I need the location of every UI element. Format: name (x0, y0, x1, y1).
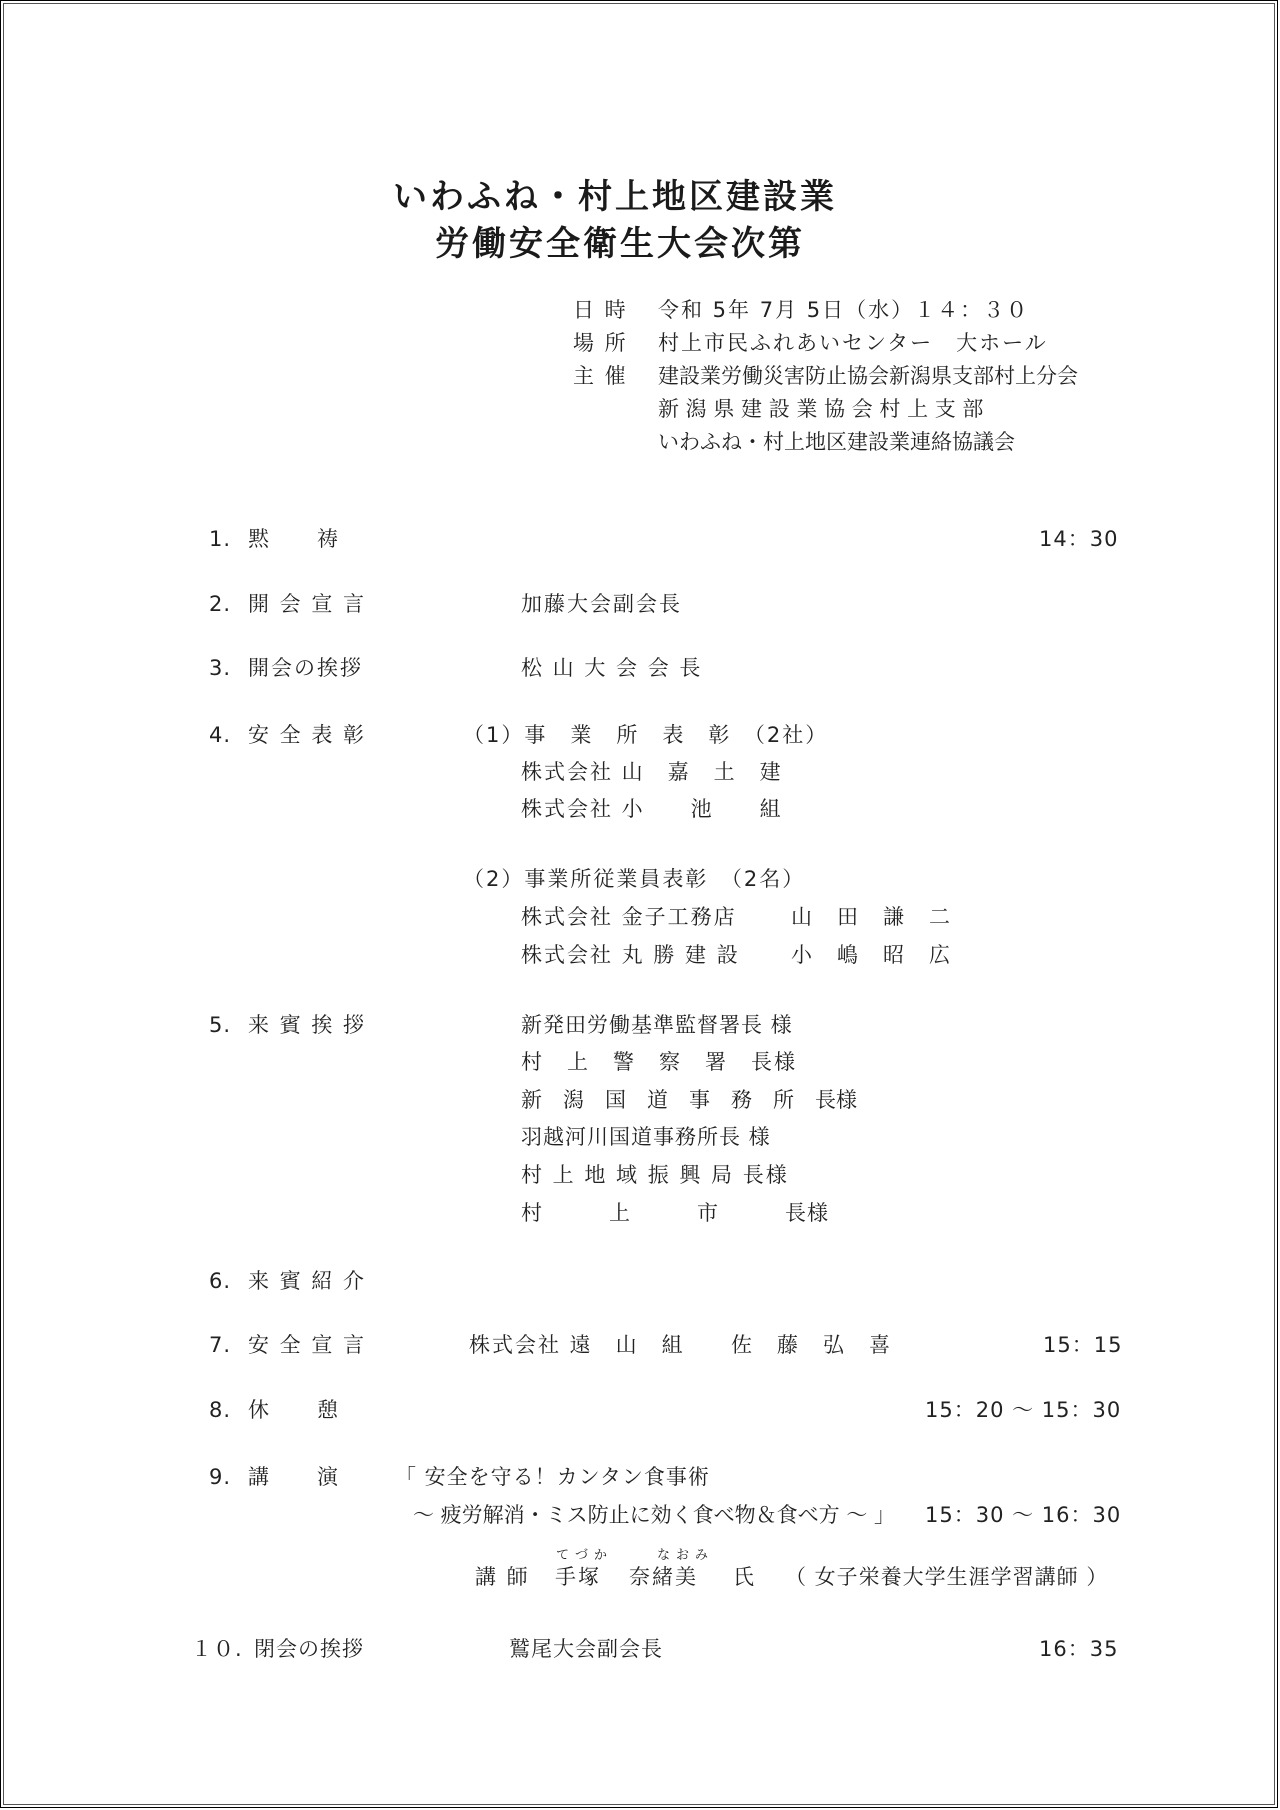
item-number: 4. (209, 723, 232, 747)
item-number: 5. (209, 1013, 232, 1037)
item-label: 閉会の挨拶 (254, 1637, 364, 1661)
item-number: 6. (209, 1269, 232, 1293)
award-entry-company: 株式会社 金子工務店 (521, 905, 737, 929)
item-number: 3. (209, 656, 232, 680)
guest-entry: 新発田労働基準監督署長 様 (521, 1013, 793, 1037)
declaration-company: 株式会社 遠 山 組 (469, 1333, 685, 1357)
item-label: 安 全 表 彰 (248, 723, 367, 747)
item-label: 安 全 宣 言 (248, 1333, 367, 1357)
speaker-role: 講 師 (475, 1565, 530, 1589)
speaker-given-name: 奈緒美 (629, 1565, 698, 1589)
award-entry-person: 山 田 謙 二 (791, 905, 952, 929)
host-line: 新 潟 県 建 設 業 協 会 村 上 支 部 (658, 397, 984, 421)
title-line-2: 労働安全衛生大会次第 (435, 224, 805, 264)
title-line-1: いわふね・村上地区建設業 (393, 177, 837, 217)
item-label: 開会の挨拶 (248, 656, 363, 680)
award-category-title: （2）事業所従業員表彰 （2名） (463, 867, 806, 891)
item-person: 松 山 大 会 会 長 (521, 656, 703, 680)
host-line: 建設業労働災害防止協会新潟県支部村上分会 (658, 364, 1078, 388)
lecture-title-line-1: 「 安全を守る！カンタン食事術 (395, 1465, 710, 1489)
speaker-affiliation: （ 女子栄養大学生涯学習講師 ） (785, 1565, 1109, 1589)
item-number: １０. (191, 1637, 243, 1661)
award-entry-person: 小 嶋 昭 広 (791, 943, 952, 967)
speaker-honorific: 氏 (733, 1565, 756, 1589)
item-time: 15：30 ～ 16：30 (925, 1503, 1122, 1527)
host-label: 主 催 (573, 364, 628, 388)
item-number: 9. (209, 1465, 232, 1489)
item-number: 1. (209, 527, 232, 551)
item-time: 15：15 (1043, 1333, 1123, 1357)
award-entry: 株式会社 山 嘉 土 建 (521, 760, 783, 784)
item-time: 16：35 (1039, 1637, 1119, 1661)
item-label: 講 演 (248, 1465, 340, 1489)
item-number: 2. (209, 592, 232, 616)
declaration-person: 佐 藤 弘 喜 (731, 1333, 892, 1357)
award-entry: 株式会社 小 池 組 (521, 797, 783, 821)
item-label: 開 会 宣 言 (248, 592, 367, 616)
date-label: 日 時 (573, 298, 628, 322)
guest-entry: 村 上 市 長様 (521, 1201, 829, 1225)
place-value: 村上市民ふれあいセンター 大ホール (658, 331, 1048, 355)
place-label: 場 所 (573, 331, 628, 355)
item-label: 来 賓 紹 介 (248, 1269, 367, 1293)
speaker-ruby-1: てづか (556, 1548, 614, 1563)
date-value: 令和 5年 7月 5日（水）１４：３０ (658, 298, 1030, 322)
item-label: 来 賓 挨 拶 (248, 1013, 367, 1037)
item-number: 7. (209, 1333, 232, 1357)
item-number: 8. (209, 1398, 232, 1422)
award-category-title: （1）事 業 所 表 彰 （2社） (463, 723, 829, 747)
item-time: 15：20 ～ 15：30 (925, 1398, 1122, 1422)
item-time: 14：30 (1039, 527, 1119, 551)
speaker-surname: 手塚 (555, 1565, 601, 1589)
item-person: 加藤大会副会長 (521, 592, 682, 616)
award-entry-company: 株式会社 丸 勝 建 設 (521, 943, 740, 967)
guest-entry: 新 潟 国 道 事 務 所 長様 (521, 1088, 857, 1112)
guest-entry: 村 上 地 域 振 興 局 長様 (521, 1163, 789, 1187)
lecture-title-line-2: ～ 疲労解消・ミス防止に効く食べ物＆食べ方 ～ 」 (413, 1503, 896, 1527)
speaker-ruby-2: なおみ (657, 1548, 715, 1563)
guest-entry: 羽越河川国道事務所長 様 (521, 1125, 771, 1149)
item-person: 鷲尾大会副会長 (509, 1637, 663, 1661)
guest-entry: 村 上 警 察 署 長様 (521, 1050, 797, 1074)
item-label: 黙 祷 (248, 527, 340, 551)
host-line: いわふね・村上地区建設業連絡協議会 (658, 430, 1015, 454)
item-label: 休 憩 (248, 1398, 340, 1422)
